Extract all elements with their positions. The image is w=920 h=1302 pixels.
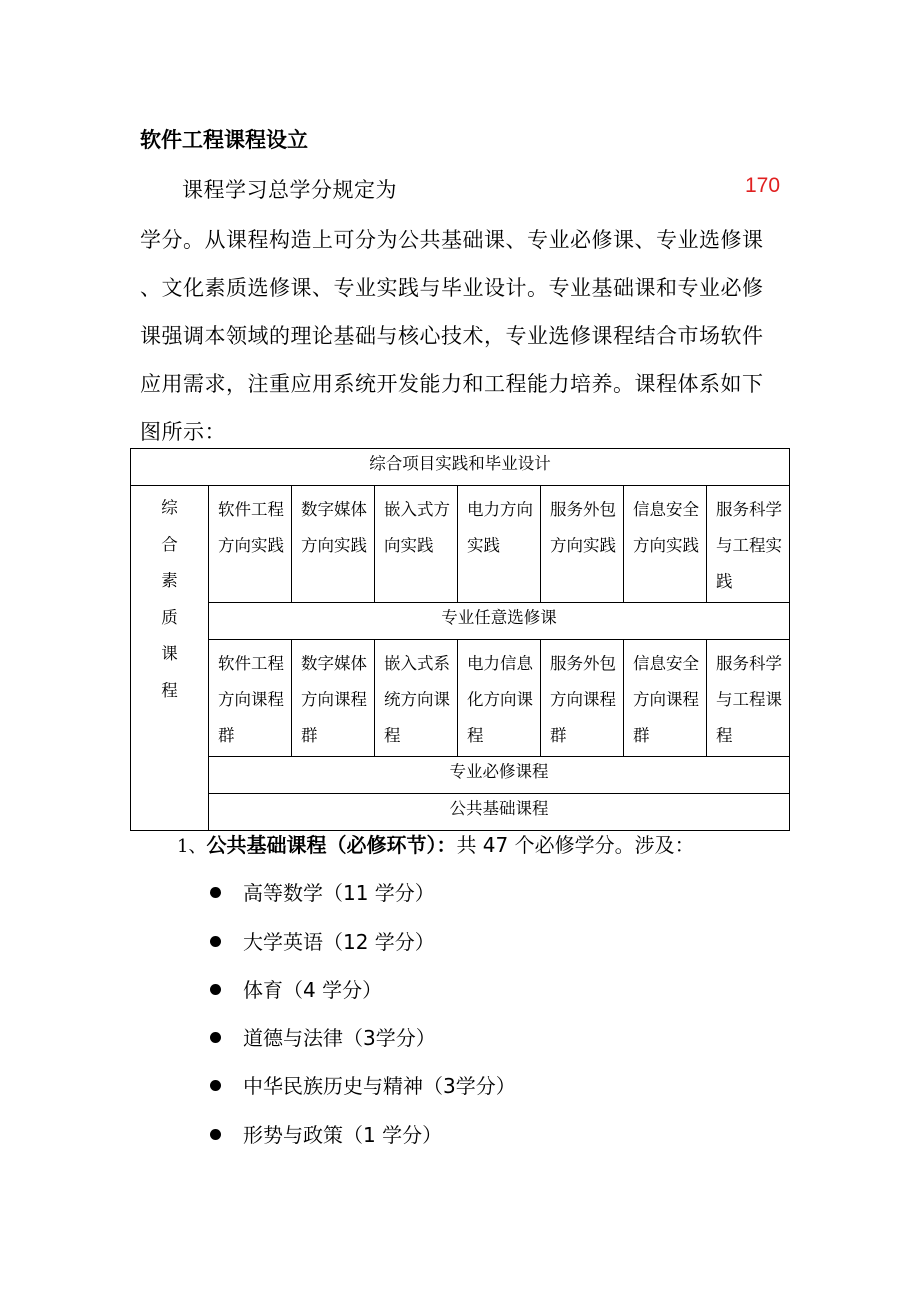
table-row-basic (131, 794, 790, 831)
practice-cell: 信息安全方向实践 (624, 486, 707, 603)
practice-cell: 数字媒体方向实践 (292, 486, 375, 603)
list-item (210, 1119, 442, 1148)
side-char: 合 (161, 534, 178, 554)
side-char: 程 (161, 680, 178, 700)
list-item (210, 926, 435, 955)
section-text: 共 47 个必修学分。涉及： (456, 833, 695, 857)
intro-line-3: 、文化素质选修课、专业实践与毕业设计。专业基础课和专业必修 (140, 276, 764, 300)
list-item (210, 1070, 516, 1099)
side-label-general-education (131, 486, 209, 831)
cell-basic-courses: 公共基础课程 (209, 794, 790, 831)
course-group-cell: 嵌入式系统方向课程 (375, 640, 458, 757)
intro-line-6: 图所示： (140, 420, 226, 444)
bullet-icon (210, 1080, 221, 1091)
side-char: 课 (161, 644, 178, 663)
course-group-cell: 电力信息化方向课程 (458, 640, 541, 757)
side-char: 综 (161, 498, 178, 517)
course-label: 体育（4 学分） (243, 978, 383, 1002)
course-label: 形势与政策（1 学分） (243, 1123, 443, 1147)
practice-cell: 服务科学与工程实践 (707, 486, 790, 603)
section-number: 1、 (177, 836, 207, 857)
course-label: 中华民族历史与精神（3学分） (243, 1074, 516, 1098)
table-row-course-groups (131, 640, 790, 757)
section-title: 公共基础课程（必修环节）： (206, 833, 457, 857)
table-row-practice (131, 486, 790, 603)
table-row-project (131, 449, 790, 486)
list-item (210, 877, 435, 906)
bullet-icon (210, 887, 221, 898)
course-label: 大学英语（12 学分） (243, 930, 435, 954)
bullet-icon (210, 1032, 221, 1043)
section-1-line (177, 829, 695, 858)
practice-cell: 嵌入式方向实践 (375, 486, 458, 603)
curriculum-structure-table (130, 448, 790, 831)
list-item (210, 1022, 436, 1051)
bullet-icon (210, 984, 221, 995)
practice-cell: 软件工程方向实践 (209, 486, 292, 603)
table-row-elective (131, 603, 790, 640)
table-row-required (131, 757, 790, 794)
course-group-cell: 数字媒体方向课程群 (292, 640, 375, 757)
intro-line-1: 课程学习总学分规定为 (182, 178, 397, 202)
course-group-cell: 软件工程方向课程群 (209, 640, 292, 757)
intro-line-5: 应用需求，注重应用系统开发能力和工程能力培养。课程体系如下 (140, 372, 764, 396)
side-char: 质 (161, 607, 178, 627)
side-char: 素 (161, 571, 178, 590)
practice-cell: 服务外包方向实践 (541, 486, 624, 603)
total-credits-value: 170 (745, 174, 781, 197)
intro-line-4: 课强调本领域的理论基础与核心技术，专业选修课程结合市场软件 (140, 324, 764, 348)
practice-cell: 电力方向实践 (458, 486, 541, 603)
cell-elective: 专业任意选修课 (209, 603, 790, 640)
course-group-cell: 服务外包方向课程群 (541, 640, 624, 757)
course-label: 道德与法律（3学分） (243, 1026, 436, 1050)
section-heading: 软件工程课程设立 (140, 128, 308, 152)
course-group-cell: 信息安全方向课程群 (624, 640, 707, 757)
course-group-cell: 服务科学与工程课程 (707, 640, 790, 757)
cell-required-courses: 专业必修课程 (209, 757, 790, 794)
list-item (210, 974, 382, 1003)
intro-line-2: 学分。从课程构造上可分为公共基础课、专业必修课、专业选修课 (140, 228, 764, 252)
course-label: 高等数学（11 学分） (243, 881, 435, 905)
bullet-icon (210, 936, 221, 947)
cell-project-practice: 综合项目实践和毕业设计 (131, 449, 790, 486)
bullet-icon (210, 1129, 221, 1140)
